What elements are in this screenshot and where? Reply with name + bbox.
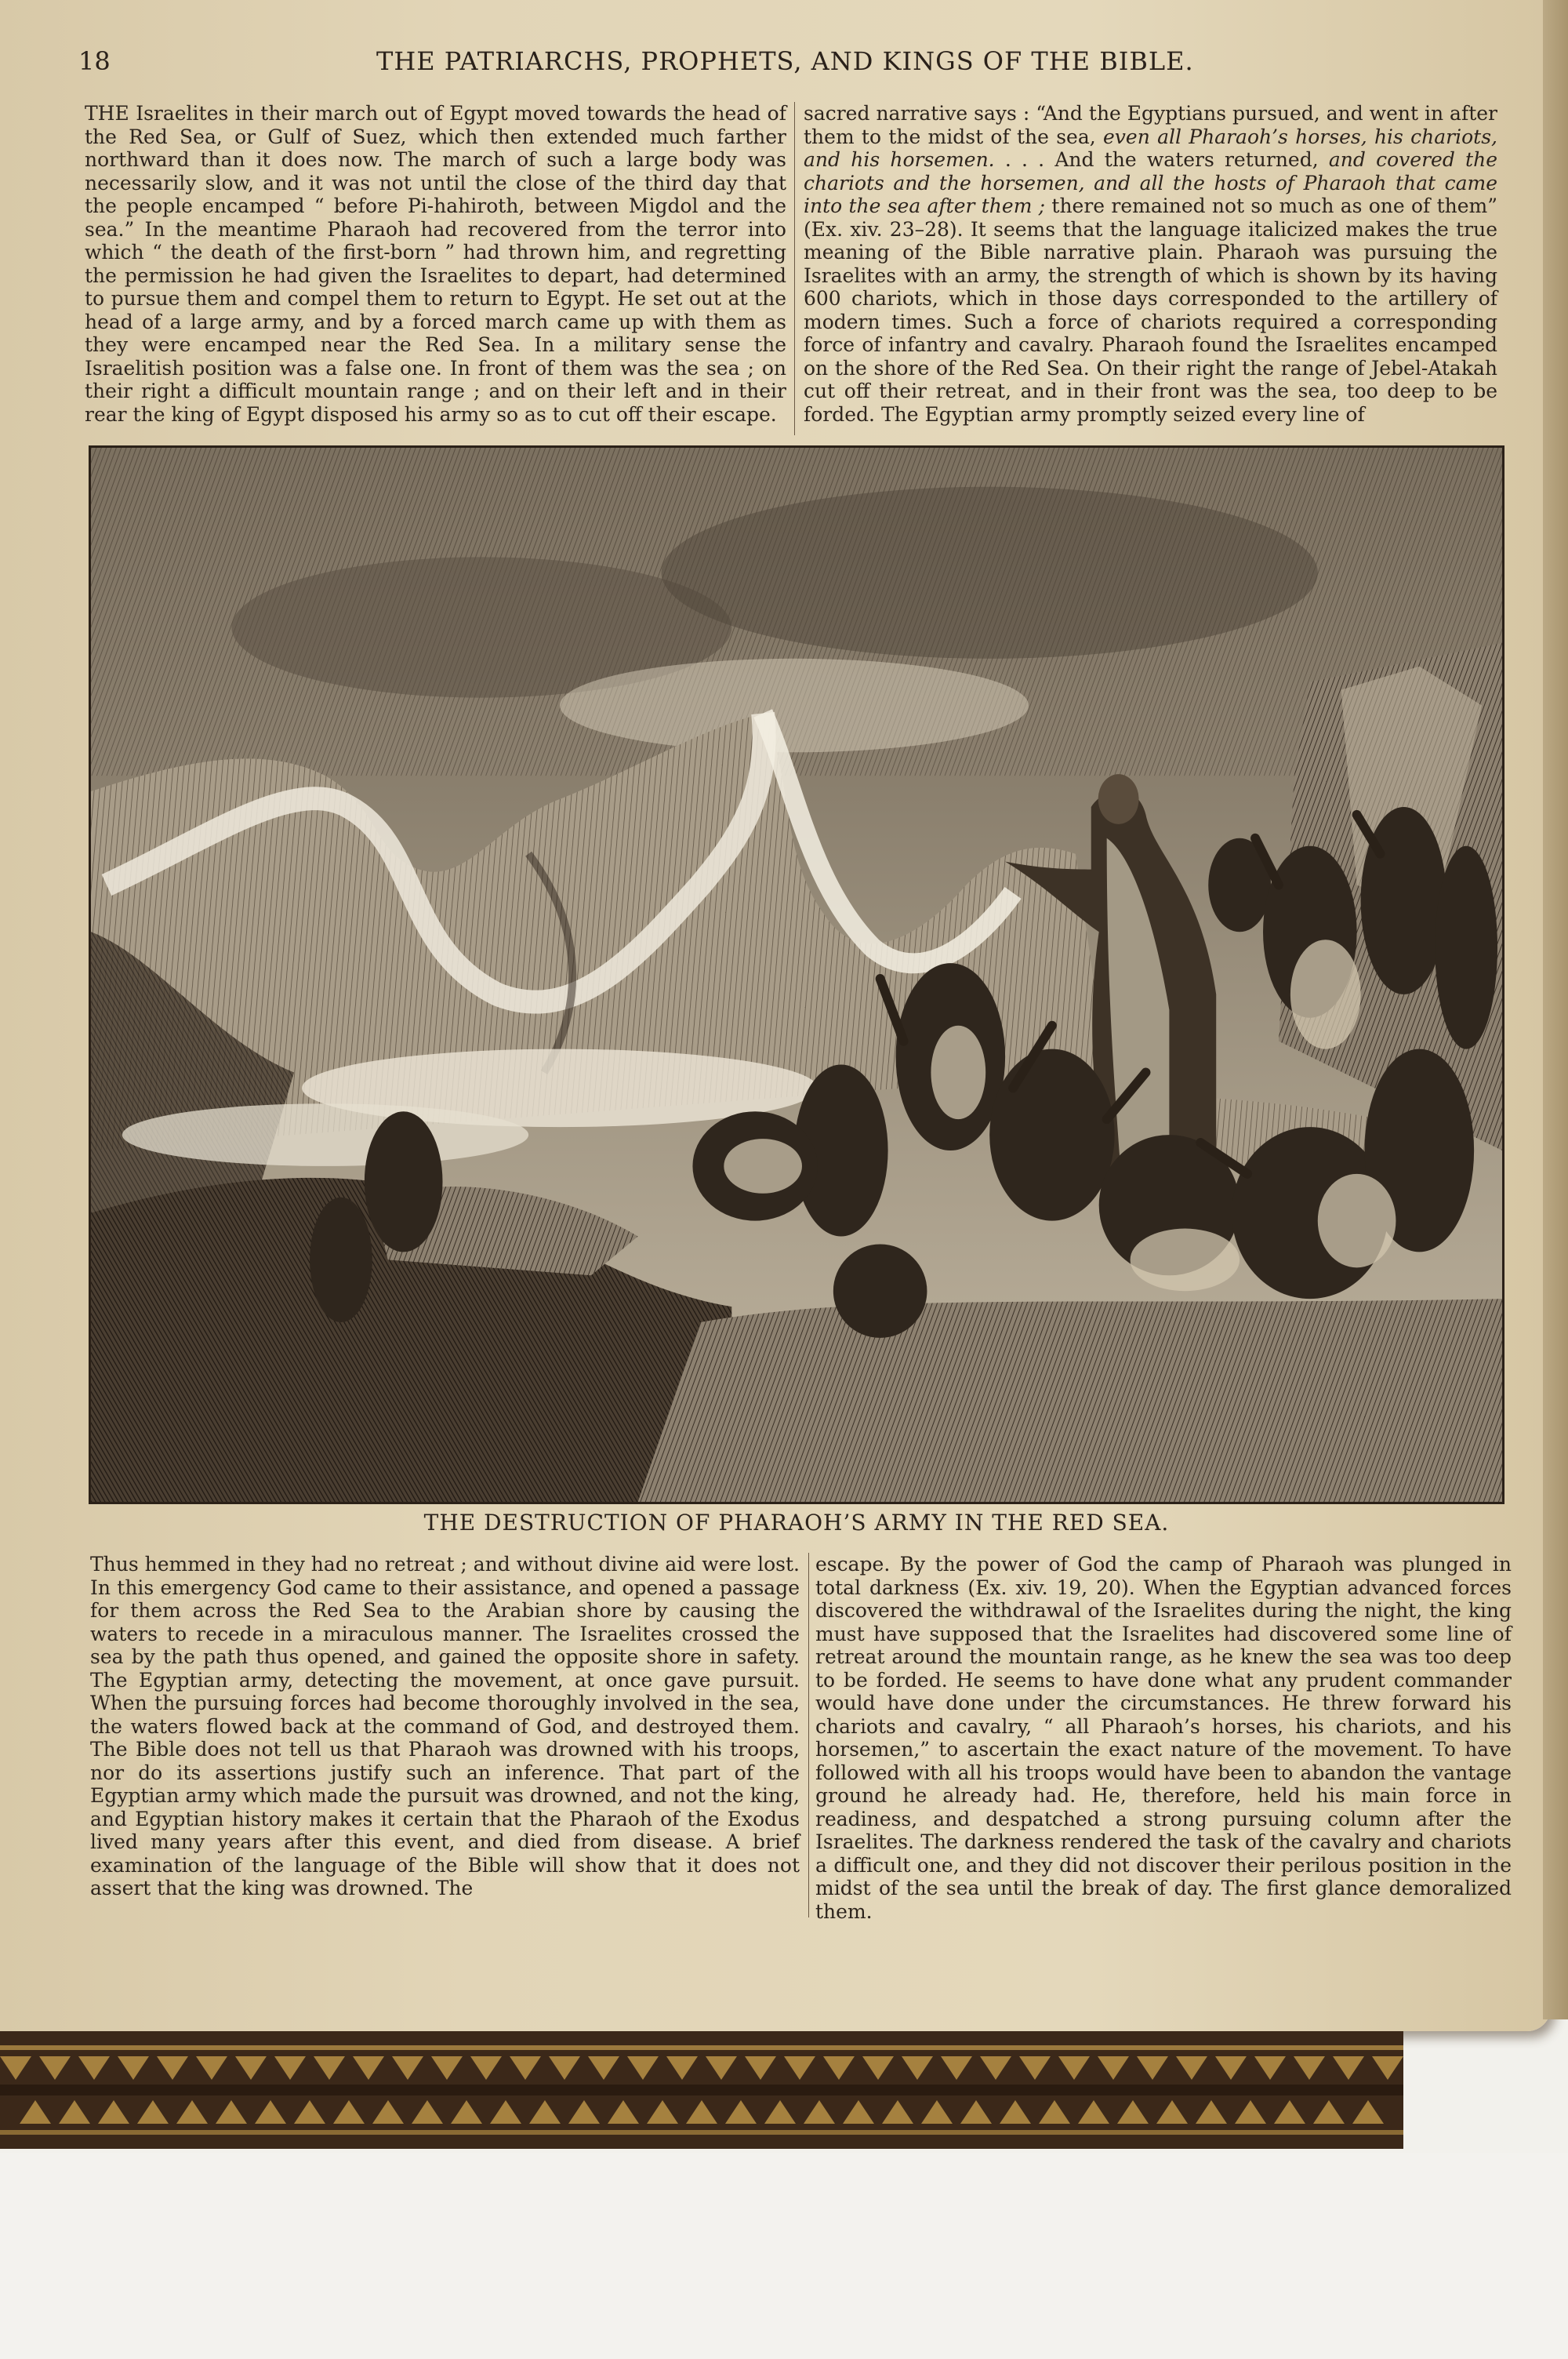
column-rule-bottom [808,1553,809,1917]
column-rule-top [794,102,795,435]
background-surface [0,2153,1568,2359]
binding-pattern [0,2031,1403,2149]
top-right-text-3: there remained not so much as one of them” (Ex. xiv. 23–28). It seems that the language italicized makes the true meaning of the Bible narrative plain. Pharaoh was pursuing the Israelites with an army, the strength of which is shown by its having 600 chariots, which in those days corresponded to the artillery of modern times. Such a force of chariots required a corresponding force of infantry and cavalry. Pharaoh found the Israelites encamped on the shore of the Red Sea. On their right the range of Jebel-Atakah cut off their retreat, and in their front was the sea, too deep to be forded. The Egyptian army promptly seized every line of [804,194,1497,426]
red-sea-engraving [91,448,1502,1502]
page-stack-edge [1543,0,1568,2019]
bottom-right-column: escape. By the power of God the camp of Pharaoh was plunged in total darkness (Ex. xiv. 19, 20). When the Egyptian advanced forces discovered the withdrawal of the Israelites during the night, the king must have supposed that the Israelites had discovered some line of retreat around the mountain range, as he knew the sea was too deep to be forded. He seems to have done what any prudent commander would have done under the circumstances. He threw forward his chariots and cavalry, “ all Pharaoh’s horses, his chariots, and his horsemen,” to ascertain the exact nature of the movement. To have followed with all his troops would have been to abandon the vantage ground he already had. He, therefore, held his main force in readiness, and despatched a strong pursuing column after the Israelites. The darkness rendered the task of the cavalry and chariots a difficult one, and they did not discover their perilous position in the midst of the sea until the break of day. The first glance demoralized them. [815,1553,1512,1923]
book-binding [0,2031,1403,2149]
page-header [78,43,1537,82]
top-right-column [804,102,1497,426]
top-left-column: THE Israelites in their march out of Egypt moved towards the head of the Red Sea, or Gulf of Suez, which then extended much farther northward than it does now. The march of such a large body was necessarily slow, and it was not until the close of the third day that the people encamped “ before Pi-hahiroth, between Migdol and the sea.” In the meantime Pharaoh had recovered from the terror into which “ the death of the first-born ” had thrown him, and regretting the permission he had given the Israelites to depart, had determined to pursue them and compel them to return to Egypt. He set out at the head of a large army, and by a forced march came up with them as they were encamped near the Red Sea. In a military sense the Israelitish position was a false one. In front of them was the sea ; on their right a difficult mountain range ; and on their left and in their rear the king of Egypt disposed his army so as to cut off their escape. [85,102,786,426]
top-right-italic-2: and covered the chariots and the horsemen, and all the hosts of Pharaoh that came into the sea after them ; [804,148,1497,217]
running-title: THE PATRIARCHS, PROPHETS, AND KINGS OF THE BIBLE. [376,46,1194,76]
page-number: 18 [78,46,111,76]
engraving-illustration [89,445,1504,1504]
top-right-text-2: . . . And the waters returned, [994,148,1329,171]
top-right-italic-1: even all Pharaoh’s horses, his chariots, and his horsemen. [804,125,1497,171]
illustration-caption: THE DESTRUCTION OF PHARAOH’S ARMY IN THE RED SEA. [423,1510,1170,1536]
top-right-text-1: sacred narrative says : “And the Egyptians pursued, and went in after them to the midst of the sea, [804,102,1497,148]
bottom-left-column: Thus hemmed in they had no retreat ; and without divine aid were lost. In this emergency God came to their assistance, and opened a passage for them across the Red Sea to the Arabian shore by causing the waters to recede in a miraculous manner. The Israelites crossed the sea by the path thus opened, and gained the opposite shore in safety. The Egyptian army, detecting the movement, at once gave pursuit. When the pursuing forces had become thoroughly involved in the sea, the waters flowed back at the command of God, and destroyed them. The Bible does not tell us that Pharaoh was drowned with his troops, nor do its assertions justify such an inference. That part of the Egyptian army which made the pursuit was drowned, and not the king, and Egyptian history makes it certain that the Pharaoh of the Exodus lived many years after this event, and died from disease. A brief examination of the language of the Bible will show that it does not assert that the king was drowned. The [90,1553,800,1899]
